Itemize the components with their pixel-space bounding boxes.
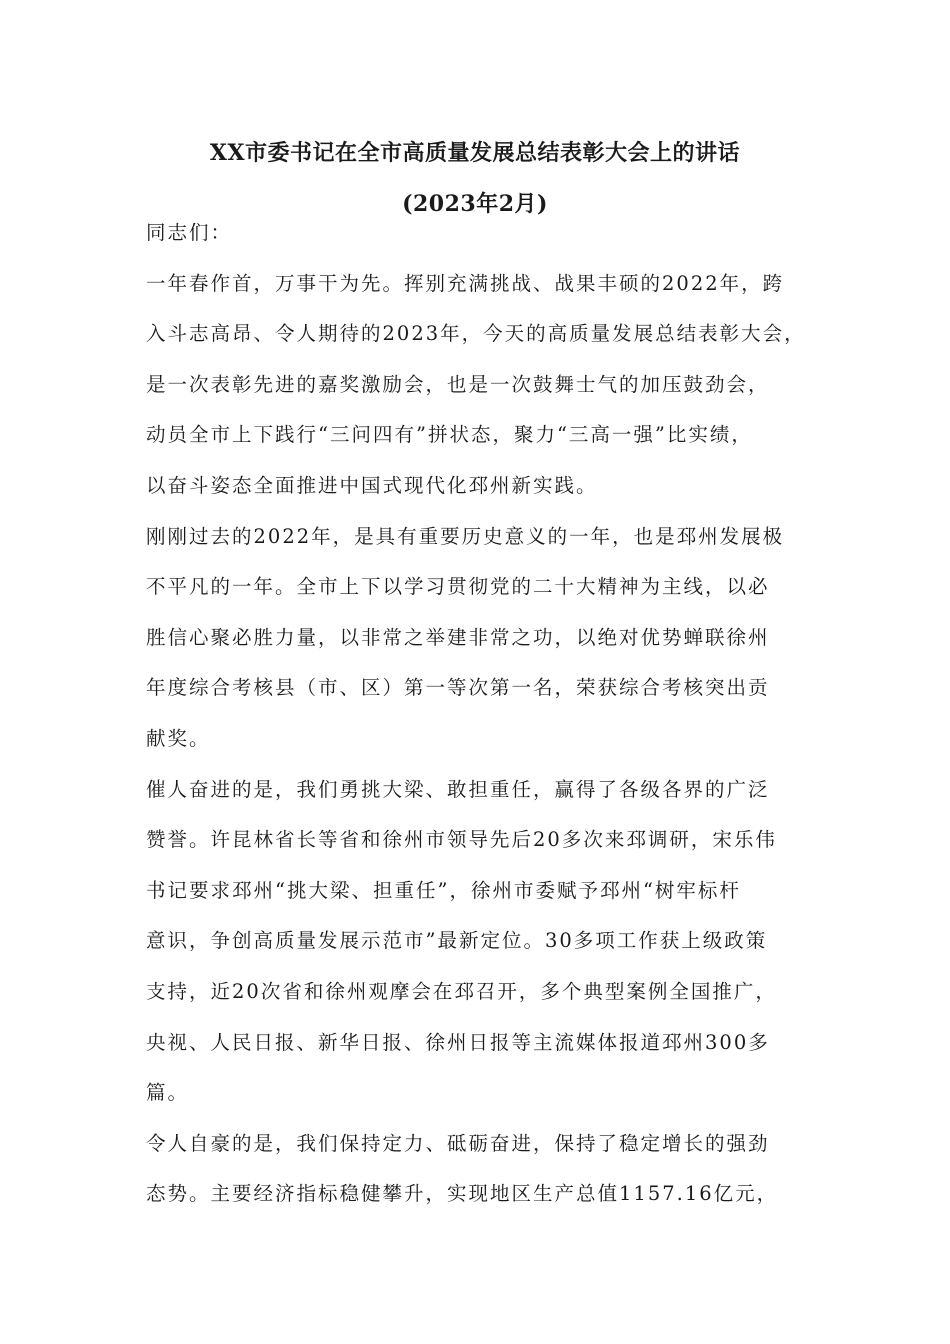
paragraph-1: [146, 259, 836, 512]
text-line: 刚刚过去的2022年，是具有重要历史意义的一年，也是邳州发展极: [146, 524, 785, 548]
document-body: [146, 208, 836, 1220]
text-line: 赞誉。许昆林省长等省和徐州市领导先后20多次来邳调研，宋乐伟: [146, 828, 777, 852]
document-date: (2023年2月): [402, 191, 548, 217]
paragraph-2: [146, 512, 836, 765]
text-line: 不平凡的一年。全市上下以学习贯彻党的二十大精神为主线，以必: [146, 575, 770, 599]
text-line: 入斗志高昂、令人期待的2023年，今天的高质量发展总结表彰大会，: [146, 322, 806, 346]
text-line: 央视、人民日报、新华日报、徐州日报等主流媒体报道邳州300多: [146, 1030, 770, 1054]
text-line: 胜信心聚必胜力量，以非常之举建非常之功，以绝对优势蝉联徐州: [146, 625, 770, 649]
text-line: 年度综合考核县（市、区）第一等次第一名，荣获综合考核突出贡: [146, 676, 770, 700]
paragraph-3: [146, 765, 836, 1119]
text-line: 令人自豪的是，我们保持定力、砥砺奋进，保持了稳定增长的强劲: [146, 1131, 770, 1155]
text-line: 动员全市上下践行“三问四有”拼状态，聚力“三高一强”比实绩，: [146, 423, 753, 447]
text-line: 支持，近20次省和徐州观摩会在邳召开，多个典型案例全国推广，: [146, 979, 777, 1003]
text-line: 篇。: [146, 1081, 190, 1105]
text-line: 催人奋进的是，我们勇挑大梁、敢担重任，赢得了各级各界的广泛: [146, 777, 770, 801]
salutation: 同志们：: [146, 221, 233, 244]
document-title: XX市委书记在全市高质量发展总结表彰大会上的讲话: [209, 140, 741, 166]
text-line: 一年春作首，万事干为先。挥别充满挑战、战果丰硕的2022年，跨: [146, 271, 785, 295]
text-line: 献奖。: [146, 726, 211, 750]
text-line: 是一次表彰先进的嘉奖激励会，也是一次鼓舞士气的加压鼓劲会，: [146, 372, 770, 396]
text-line: 意识，争创高质量发展示范市”最新定位。30多项工作获上级政策: [146, 929, 768, 953]
text-line: 以奋斗姿态全面推进中国式现代化邳州新实践。: [146, 473, 598, 497]
text-line: 书记要求邳州“挑大梁、担重任”，徐州市委赋予邳州“树牢标杆: [146, 878, 741, 902]
paragraph-4: [146, 1119, 836, 1220]
text-line: 态势。主要经济指标稳健攀升，实现地区生产总值1157.16亿元，: [146, 1182, 779, 1206]
